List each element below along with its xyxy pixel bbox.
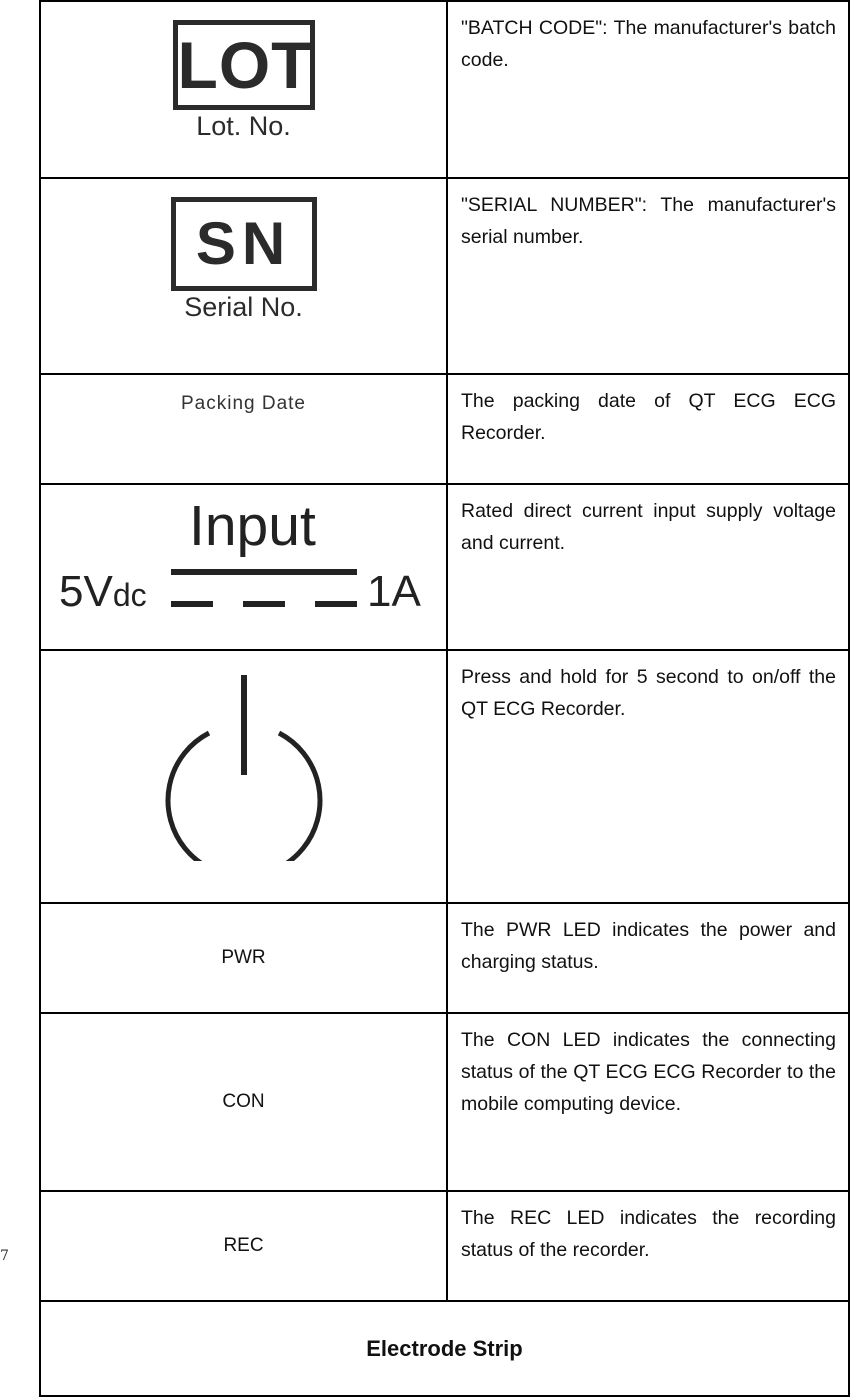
input-rating-symbol [41,485,446,631]
table-row [40,484,849,650]
description-cell: Rated direct current input supply voltage and current. [447,484,849,650]
page-number: 7 [0,1248,9,1264]
dc-dash-icon [243,601,285,607]
description-cell: The CON LED indicates the connecting status of the QT ECG ECG Recorder to the mobile computing device. [447,1013,849,1191]
pwr-led-label: PWR [221,947,266,968]
input-voltage [59,567,147,617]
table-row [40,903,849,1013]
dc-dash-icon [171,601,213,607]
section-heading: Electrode Strip [40,1301,849,1396]
serial-caption: Serial No. [184,292,303,322]
con-led-label: CON [222,1091,265,1112]
dc-solid-line-icon [171,569,357,575]
symbol-cell [40,1,447,178]
symbol-cell [40,484,447,650]
packing-date-symbol: Packing Date [180,393,306,414]
table-row [40,1013,849,1191]
rec-led-label: REC [223,1235,264,1256]
input-current: 1A [367,567,421,616]
lot-symbol [173,20,315,140]
table-row [40,1,849,178]
description-cell: "SERIAL NUMBER": The manufacturer's serial number. [447,178,849,374]
dc-dash-icon [315,601,357,607]
symbol-cell [40,1191,447,1301]
table-row [40,650,849,903]
description-cell: The packing date of QT ECG ECG Recorder. [447,374,849,484]
symbol-cell [40,650,447,903]
voltage-value: 5V [59,567,113,616]
description-cell: Press and hold for 5 second to on/off the QT ECG Recorder. [447,650,849,903]
voltage-unit: dc [112,577,147,613]
symbol-cell [40,903,447,1013]
power-icon [159,671,329,861]
serial-box: SN [171,197,317,291]
input-title: Input [189,494,316,558]
description-cell: The PWR LED indicates the power and charging status. [447,903,849,1013]
symbol-cell [40,374,447,484]
description-cell: The REC LED indicates the recording status of the recorder. [447,1191,849,1301]
table-row [40,374,849,484]
table-row [40,1301,849,1396]
lot-caption: Lot. No. [196,111,291,141]
table-row [40,1191,849,1301]
symbols-table [39,0,850,1397]
table-row [40,178,849,374]
symbol-cell [40,1013,447,1191]
symbol-cell [40,178,447,374]
lot-box: LOT [173,20,315,110]
serial-symbol [171,197,317,321]
description-cell: "BATCH CODE": The manufacturer's batch code. [447,1,849,178]
